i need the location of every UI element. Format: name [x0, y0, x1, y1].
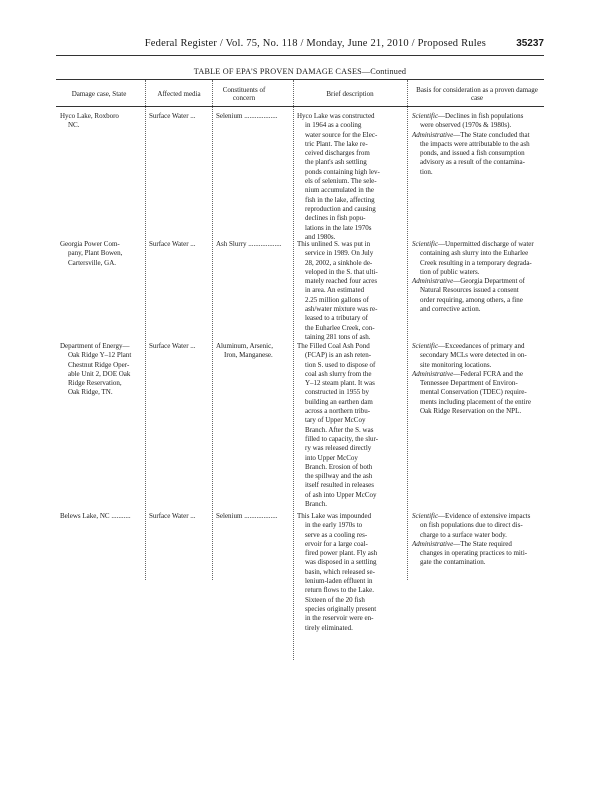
description-line: leased to a tributary of: [305, 314, 368, 323]
basis-line: charge to a surface water body.: [420, 530, 507, 539]
basis-label: Administrative: [412, 369, 454, 378]
basis-line: Scientific—Unpermitted discharge of water: [412, 240, 534, 248]
description-line: was disposed in a settling: [305, 558, 377, 567]
basis-line: containing ash slurry into the Euharlee: [420, 249, 529, 258]
description-line: fired power plant. Fly ash: [305, 549, 378, 558]
basis-line: ponds, and issued a fish consumption: [420, 149, 525, 158]
description-line: lations in the late 1970s: [305, 223, 372, 232]
basis-line: Administrative—The State required: [412, 539, 512, 548]
basis-label: Scientific: [412, 112, 439, 120]
description-line: lenium-laden effluent in: [305, 577, 373, 586]
description-line: service in 1989. On July: [305, 249, 374, 258]
description-line: in the reservoir were en-: [305, 614, 374, 623]
description-line: the plant's ash settling: [305, 158, 367, 167]
description-line: Branch.: [305, 500, 327, 509]
table-row-constituents: Ash Slurry ...................: [216, 240, 282, 248]
basis-line: Administrative—Federal FCRA and the: [412, 369, 524, 378]
description-line: itself resulted in releases: [305, 481, 375, 490]
column-header-case: Damage case, State: [71, 90, 127, 98]
basis-line: were observed (1970s & 1980s).: [420, 121, 512, 130]
description-line: in 1964 as a cooling: [305, 121, 362, 130]
description-line: return flows to the Lake.: [305, 586, 375, 595]
description-line: taining 281 tons of ash.: [305, 332, 371, 341]
table-row-case: Department of Energy— Oak Ridge Y–12 Plant Chestnut Ridge Oper- able Unit 2, DOE Oak Ridge Reservation, Oak Ridge, TN.: [60, 342, 132, 397]
description-line: (FCAP) is an ash reten-: [305, 351, 372, 360]
basis-label: Administrative: [412, 277, 454, 286]
running-header: [56, 38, 544, 52]
table-row-media: Surface Water ...: [149, 240, 196, 248]
table-title: TABLE OF EPA'S PROVEN DAMAGE CASES—Continued: [193, 67, 407, 76]
description-line: This Lake was impounded: [297, 512, 372, 520]
column-header-description: Brief description: [326, 90, 374, 98]
basis-line: Creek resulting in a temporary degrada-: [420, 258, 532, 267]
table-row-constituents: Selenium ...................: [216, 512, 278, 520]
basis-line: changes in operating practices to miti-: [420, 549, 528, 558]
basis-line: order requiring, among others, a fine: [420, 295, 523, 304]
description-line: tric Plant. The lake re-: [305, 139, 368, 148]
description-line: Hyco Lake was constructed: [297, 112, 375, 120]
basis-line: and corrective action.: [420, 305, 481, 314]
description-line: into Upper McCoy: [305, 453, 358, 462]
description-line: serve as a cooling res-: [305, 530, 368, 539]
description-line: building an earthen dam: [305, 397, 373, 406]
table-row-description: [297, 240, 378, 342]
basis-line: Scientific—Evidence of extensive impacts: [412, 512, 531, 520]
basis-line: mental Conservation (TDEC) require-: [420, 388, 527, 397]
description-line: filled to capacity, the slur-: [305, 434, 379, 443]
running-head-text: Federal Register / Vol. 75, No. 118 / Monday, June 21, 2010 / Proposed Rules: [144, 38, 486, 49]
basis-label: Administrative: [412, 130, 454, 139]
basis-label: Administrative: [412, 539, 454, 548]
basis-line: gate the contamination.: [420, 558, 486, 567]
basis-line: tion.: [420, 167, 433, 176]
table-row-description: [297, 112, 380, 242]
column-header-rule: [56, 106, 544, 107]
table-row-basis: [412, 240, 534, 314]
column-divider: [407, 80, 408, 580]
table-row-media: Surface Water ...: [149, 512, 196, 520]
description-line: The Filled Coal Ash Pond: [297, 342, 370, 350]
description-line: tion S. used to dispose of: [305, 360, 376, 369]
description-line: of ash into Upper McCoy: [305, 490, 377, 499]
basis-line: Tennessee Department of Environ-: [420, 379, 518, 388]
table-row-description: [297, 512, 377, 633]
description-line: tary of Upper McCoy: [305, 416, 366, 425]
column-divider: [293, 80, 294, 660]
table-row-media: Surface Water ...: [149, 342, 196, 350]
basis-line: the impacts were attributable to the ash: [420, 139, 530, 148]
description-line: reproduction and causing: [305, 204, 376, 213]
table-row-case: Belews Lake, NC ...........: [60, 512, 131, 520]
description-line: in the early 1970s to: [305, 521, 363, 530]
description-line: constructed in 1955 by: [305, 388, 369, 397]
basis-label: Scientific: [412, 240, 439, 248]
description-line: mately reached four acres: [305, 277, 378, 286]
basis-line: Administrative—Georgia Department of: [412, 277, 526, 286]
basis-label: Scientific: [412, 512, 439, 520]
basis-line: Administrative—The State concluded that: [412, 130, 530, 139]
description-line: 28, 2002, a sinkhole de-: [305, 258, 373, 267]
description-line: Branch. Erosion of both: [305, 462, 373, 471]
basis-line: tion of public waters.: [420, 267, 480, 276]
column-divider: [145, 80, 146, 580]
table-row-case: Georgia Power Com- pany, Plant Bowen, Cartersville, GA.: [60, 240, 123, 267]
description-line: 2.25 million gallons of: [305, 295, 369, 304]
table-top-rule: [56, 79, 544, 80]
table-row-basis: [412, 112, 530, 177]
description-line: ponds containing high lev-: [305, 167, 380, 176]
description-line: and 1980s.: [305, 232, 336, 241]
description-line: the Euharlee Creek, con-: [305, 323, 375, 332]
basis-line: Scientific—Declines in fish populations: [412, 112, 524, 120]
description-line: declines in fish popu-: [305, 214, 366, 223]
basis-line: Natural Resources issued a consent: [420, 286, 519, 295]
description-line: fish in the lake, affecting: [305, 195, 375, 204]
table-row-description: [297, 342, 378, 509]
table-row-constituents: Aluminum, Arsenic, Iron, Manganese.: [216, 342, 273, 360]
basis-line: ments including placement of the entire: [420, 397, 531, 406]
description-line: tirely eliminated.: [305, 623, 353, 632]
description-line: ry was released directly: [305, 444, 372, 453]
description-line: Sixteen of the 20 fish: [305, 595, 365, 604]
column-header-media: Affected media: [157, 90, 201, 98]
table-row-basis: [412, 512, 530, 568]
description-line: basin, which released se-: [305, 567, 375, 576]
description-line: ervoir for a large coal-: [305, 539, 368, 548]
header-rule: [56, 55, 544, 56]
basis-line: Oak Ridge Reservation on the NPL.: [420, 407, 522, 416]
basis-line: on fish populations due to direct dis-: [420, 521, 523, 530]
description-line: across a northern tribu-: [305, 407, 371, 416]
description-line: veloped in the S. that ulti-: [305, 267, 378, 276]
table-row-basis: [412, 342, 531, 416]
description-line: This unlined S. was put in: [297, 240, 371, 248]
column-header-constituents: Constituents of concern: [222, 86, 266, 102]
description-line: water source for the Elec-: [305, 130, 378, 139]
description-line: coal ash slurry from the: [305, 369, 372, 378]
table-row-media: Surface Water ...: [149, 112, 196, 120]
basis-line: advisory as a result of the contamina-: [420, 158, 525, 167]
description-line: the spillway and the ash: [305, 472, 373, 481]
table-row-case: Hyco Lake, Roxboro NC.: [60, 112, 119, 130]
basis-line: secondary MCLs were detected in on-: [420, 351, 527, 360]
basis-label: Scientific: [412, 342, 439, 350]
description-line: in area. An estimated: [305, 286, 365, 295]
description-line: species originally present: [305, 604, 377, 613]
table-row-constituents: Selenium ...................: [216, 112, 278, 120]
basis-line: site monitoring locations.: [420, 360, 492, 369]
page-number: 35237: [516, 38, 544, 49]
column-divider: [212, 80, 213, 580]
description-line: ceived discharges from: [305, 149, 370, 158]
basis-line: Scientific—Exceedances of primary and: [412, 342, 525, 350]
description-line: ash/water mixture was re-: [305, 305, 378, 314]
description-line: Branch. After the S. was: [305, 425, 374, 434]
description-line: nium accumulated in the: [305, 186, 375, 195]
description-line: Y–12 steam plant. It was: [305, 379, 375, 388]
description-line: els of selenium. The sele-: [305, 177, 377, 186]
column-header-basis: Basis for consideration as a proven damage case: [416, 86, 538, 102]
